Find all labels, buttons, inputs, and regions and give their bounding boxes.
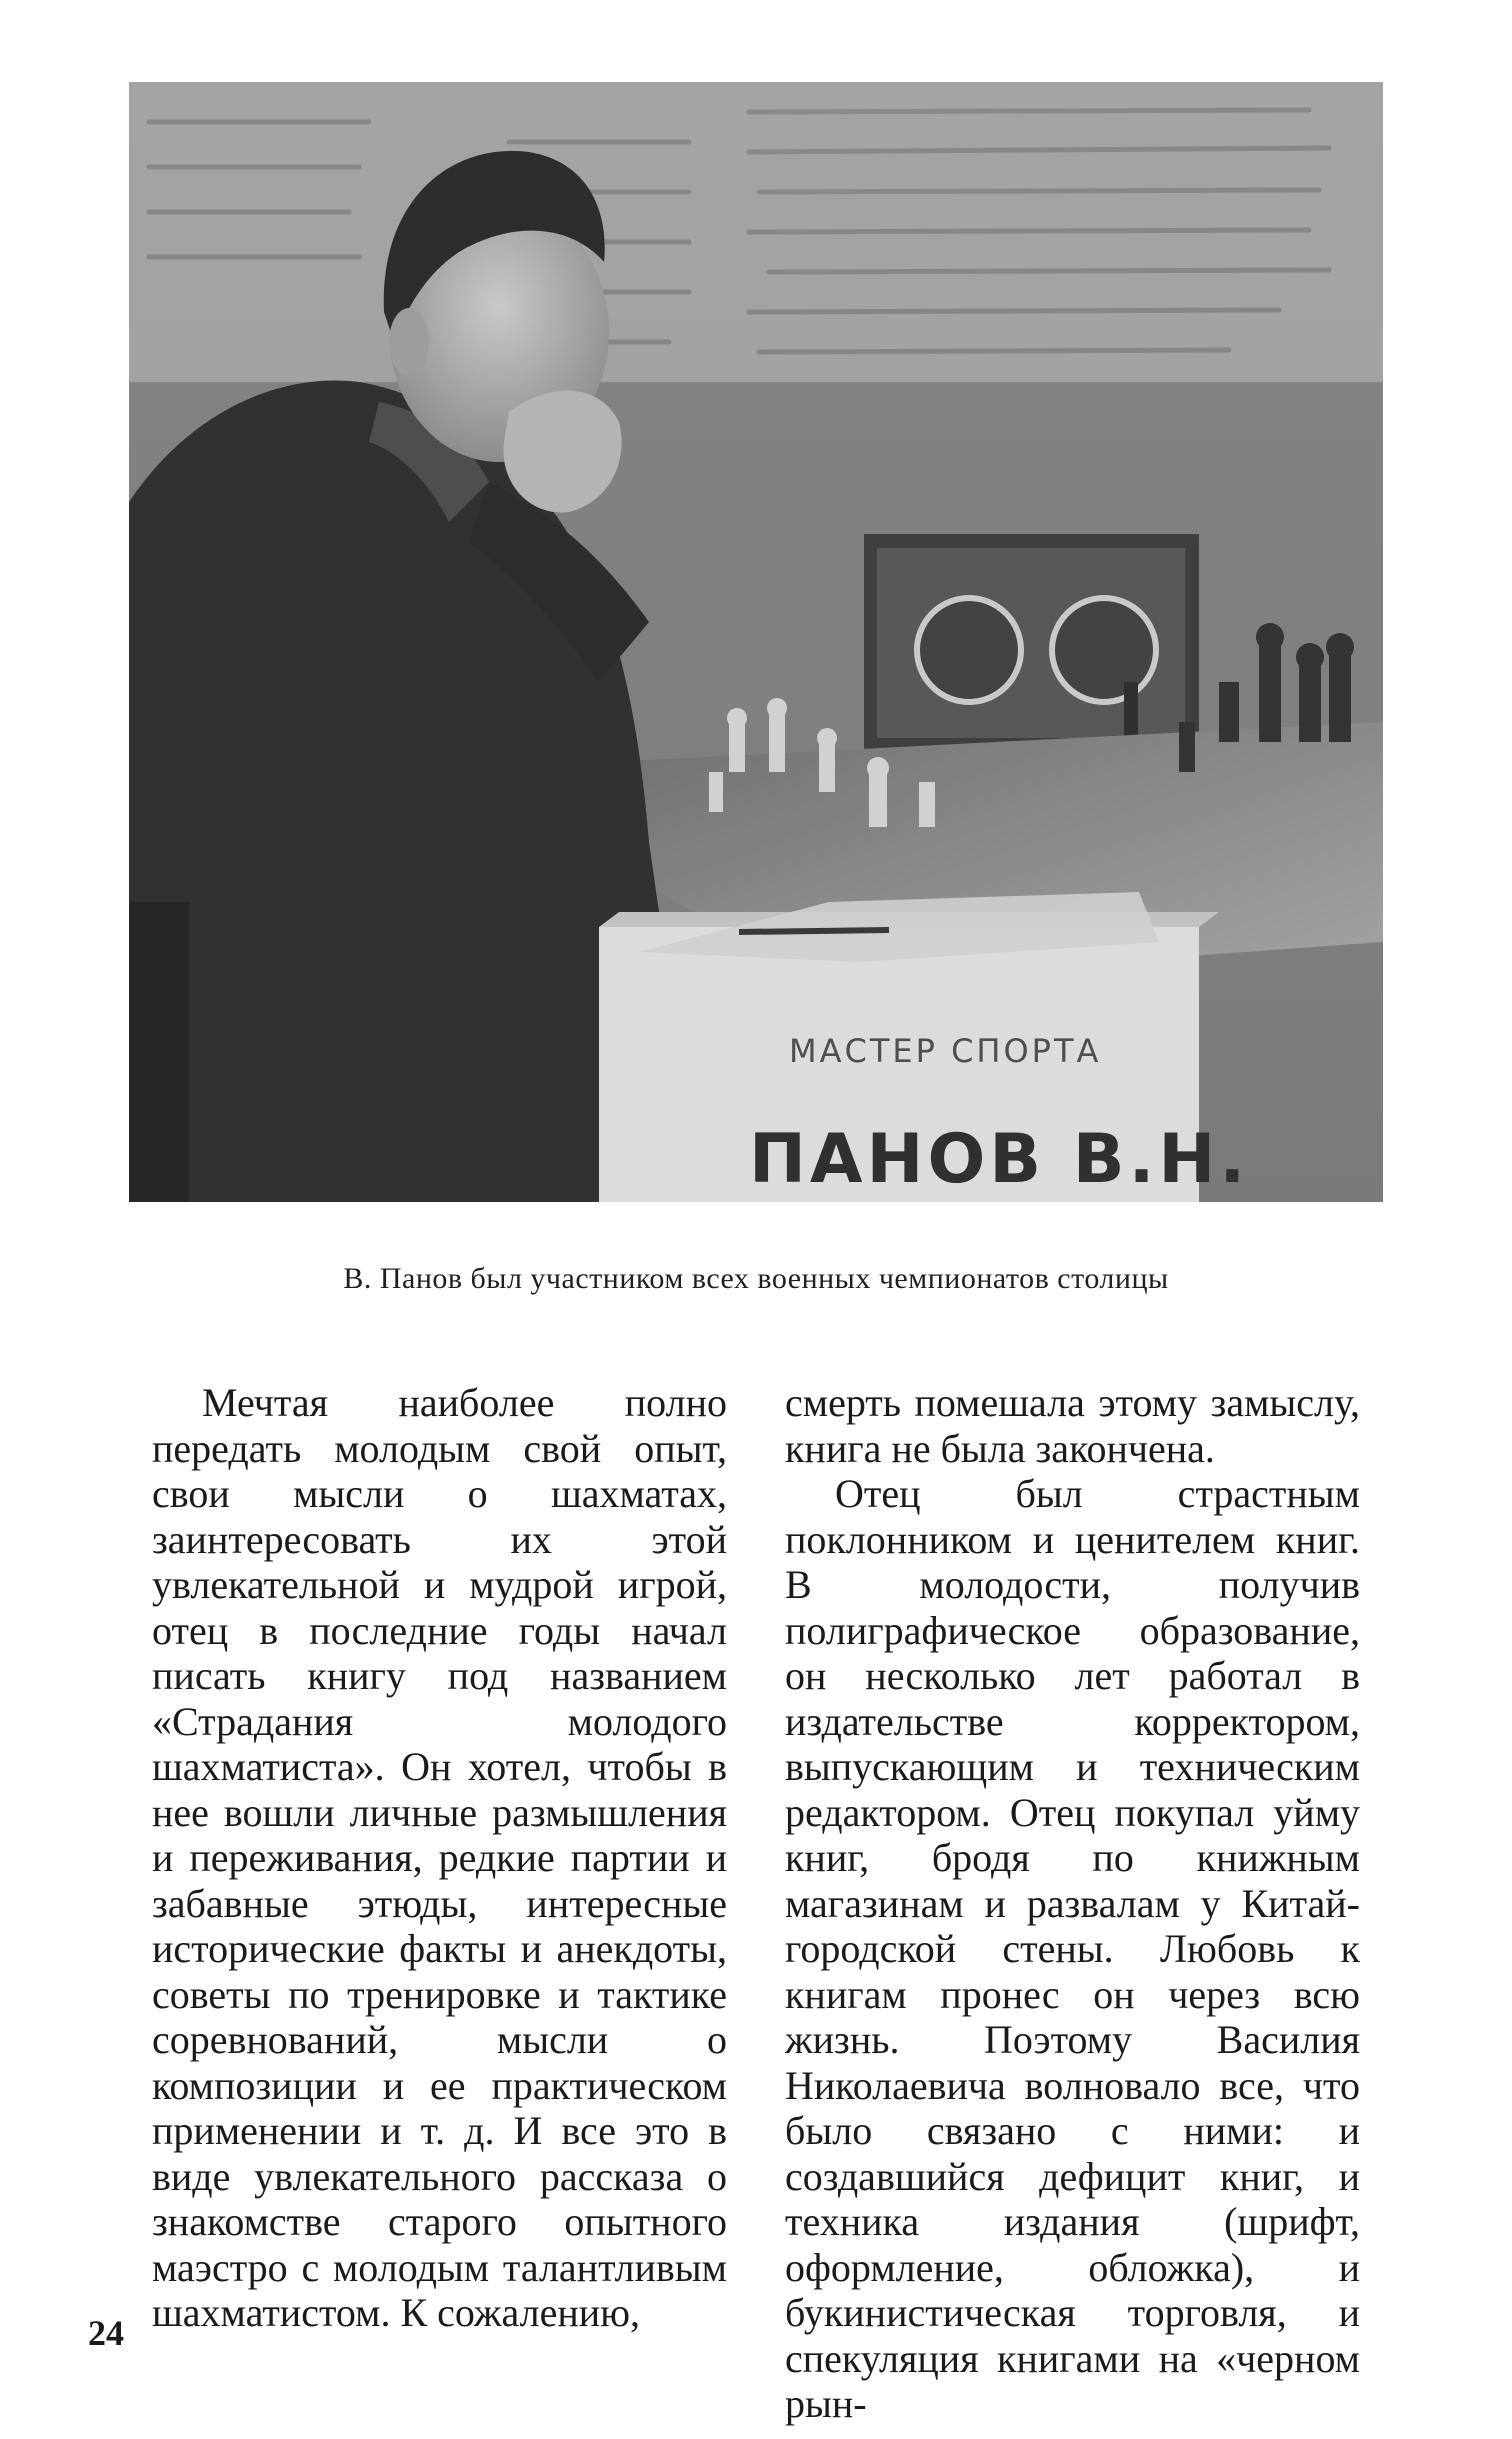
paragraph: Отец был страстным поклонником и ценителем книг. В молодости, получив полиграфическое образование, он несколько лет работал в издательстве корректором, выпускающим и техническим редактором. Отец покупал уйму книг, бродя по книжным магазинам и развалам у Китай-городской стены. Любовь к книгам пронес он через всю жизнь. Поэтому Василия Николаевича волновало все, что было связано с ними: и создавшийся дефицит книг, и техника издания (шрифт, оформление, обложка), и букинистическая торговля, и спекуляция книгами на «черном рын- bbox=[785, 1471, 1360, 2426]
photo-caption: В. Панов был участником всех военных чемпионатов столицы bbox=[343, 1262, 1169, 1295]
name-plate-name: ПАНОВ В.Н. bbox=[749, 1120, 1250, 1199]
page-number: 24 bbox=[88, 2313, 124, 2353]
photograph-panov-at-chessboard bbox=[129, 82, 1383, 1202]
left-text-column bbox=[152, 1380, 727, 2336]
name-plate-title: МАСТЕР СПОРТА bbox=[789, 1032, 1102, 1070]
photo-illustration bbox=[129, 82, 1383, 1202]
right-text-column bbox=[785, 1380, 1360, 2427]
paragraph-continuation: смерть помешала этому замыслу, книга не была закончена. bbox=[785, 1380, 1360, 1471]
paragraph: Мечтая наиболее полно передать молодым свой опыт, свои мысли о шахматах, заинтересовать их этой увлекательной и мудрой игрой, отец в последние годы начал писать книгу под названием «Страдания молодого шахматиста». Он хотел, чтобы в нее вошли личные размышления и переживания, редкие партии и забавные этюды, интересные исторические факты и анекдоты, советы по тренировке и тактике соревнований, мысли о композиции и ее практическом применении и т. д. И все это в виде увлекательного рассказа о знакомстве старого опытного маэстро с молодым талантливым шахматистом. К сожалению, bbox=[152, 1380, 727, 2335]
